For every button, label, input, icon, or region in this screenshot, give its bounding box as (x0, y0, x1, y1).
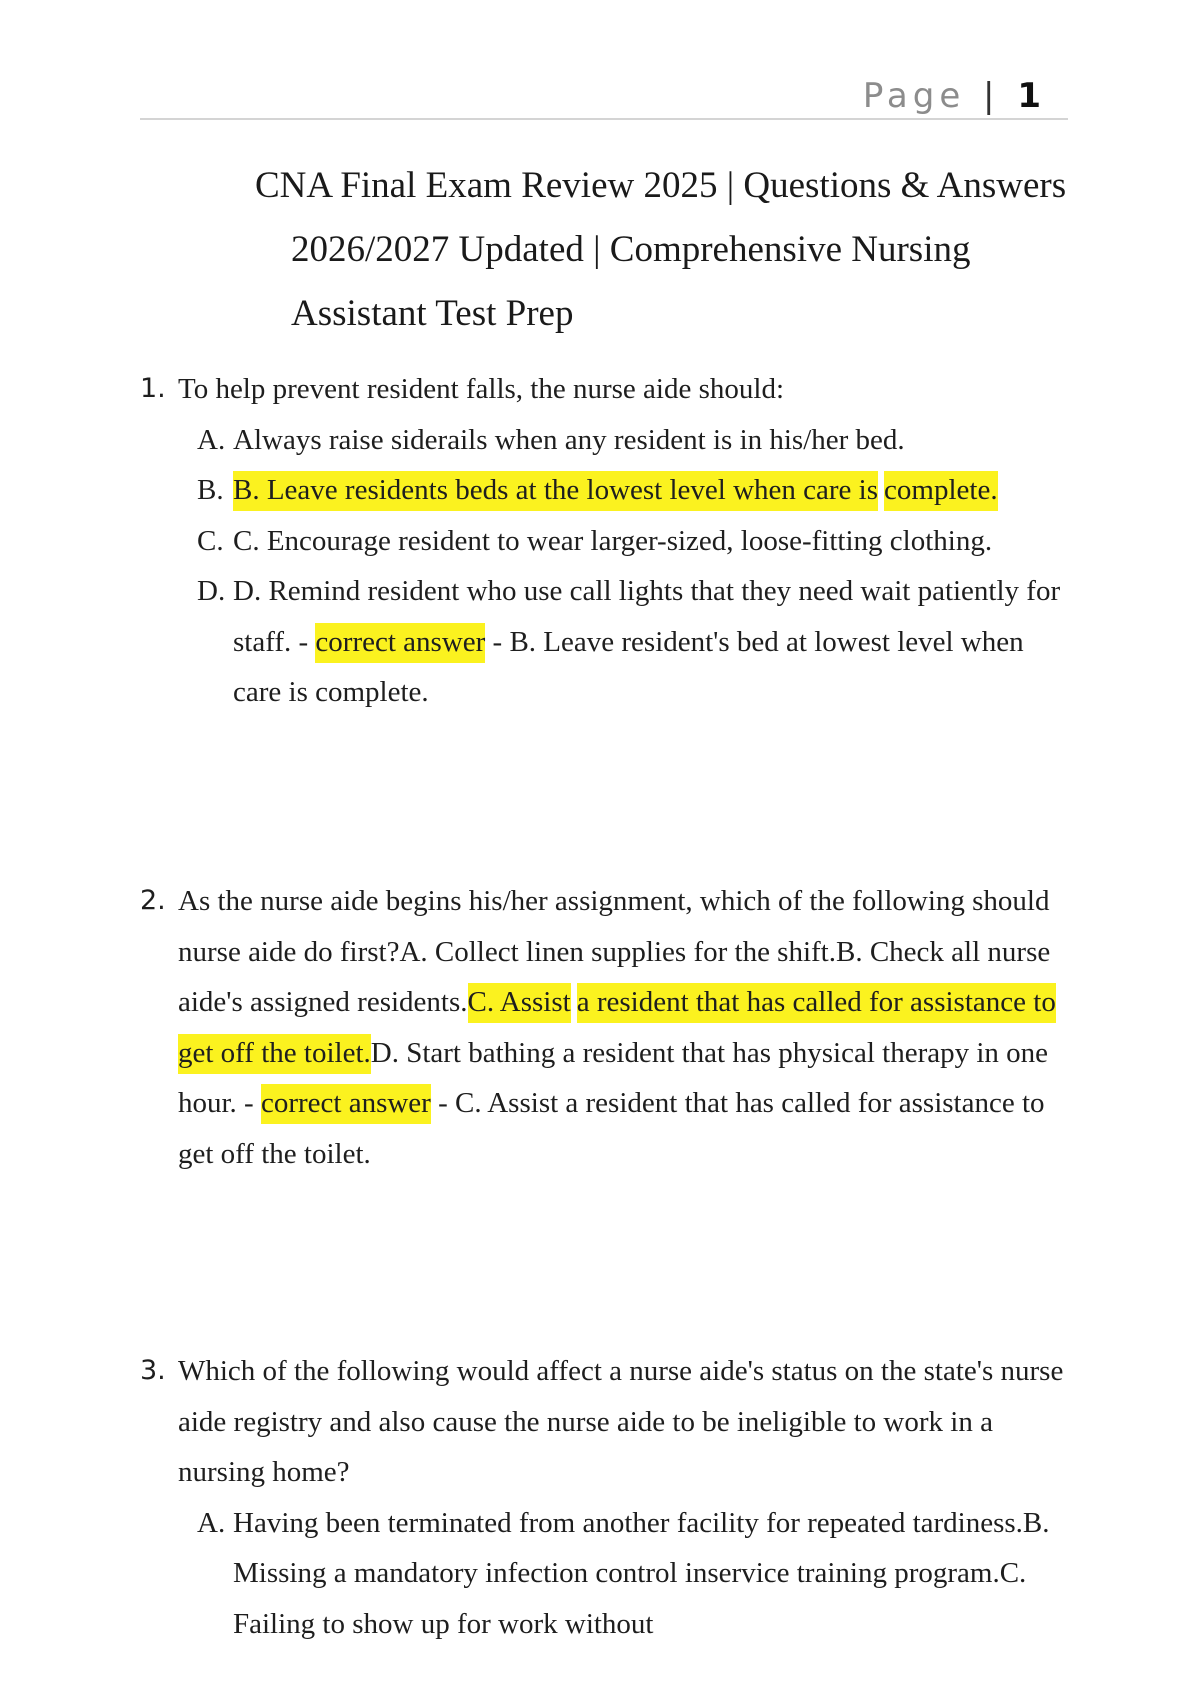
option-b (140, 465, 1070, 516)
question-3 (140, 1346, 1070, 1649)
option-letter: A. (197, 1506, 226, 1539)
highlighted-answer-cont: a resident that has called for assistance to get off the toilet. (178, 983, 1056, 1074)
question-stem: Which of the following would affect a nurse aide's status on the state's nurse aide registry and also cause the nurse aide to be ineligible to work in a nursing home? (178, 1355, 1064, 1488)
question-body (178, 876, 1070, 1179)
option-letter: D. (197, 575, 226, 607)
highlighted-answer: B. Leave residents beds at the lowest level when care is (233, 471, 878, 511)
option-text: Always raise siderails when any resident is in his/her bed. (233, 423, 905, 456)
title-line-1: CNA Final Exam Review 2025 | Questions & Answers (255, 165, 1067, 206)
option-text: D. Remind resident who use call lights that they need wait patiently for staff. - (233, 575, 1061, 658)
option-letter: C. (197, 524, 224, 557)
page-label: Page (862, 76, 966, 116)
correct-answer-marker: correct answer (261, 1084, 431, 1124)
question-text: As the nurse aide begins his/her assignment, which of the following should nurse aide do first?A. Collect linen supplies for the shift.B. Check all nurse aide's assigned residents. (178, 885, 1051, 1018)
options-list (140, 1498, 1070, 1650)
answer-explanation: - B. Leave resident's bed at lowest level when care is complete. (233, 625, 1024, 708)
page-number (863, 76, 1046, 116)
question-2 (140, 876, 1070, 1179)
option-c (140, 516, 1070, 567)
page-header (140, 72, 1068, 120)
highlighted-answer: C. Assist (468, 983, 571, 1023)
question-1 (140, 364, 1070, 718)
question-text-cont: D. Start bathing a resident that has physical therapy in one hour. - (178, 1036, 1049, 1119)
correct-answer-marker: correct answer (315, 623, 485, 663)
option-text: C. Encourage resident to wear larger-sized, loose-fitting clothing. (233, 524, 993, 557)
option-text: Having been terminated from another facility for repeated tardiness.B. Missing a mandatory infection control inservice training program.C. Failing to show up for work without (233, 1506, 1050, 1640)
page-number-value: 1 (1017, 76, 1046, 116)
title-line-3: Assistant Test Prep (291, 293, 574, 334)
title-line-2: 2026/2027 Updated | Comprehensive Nursing (291, 229, 971, 270)
question-stem: To help prevent resident falls, the nurse aide should: (178, 373, 784, 405)
option-letter: A. (197, 423, 226, 456)
question-number: 2. (140, 885, 166, 916)
option-a (140, 1498, 1070, 1650)
highlighted-answer-end: complete. (884, 471, 998, 511)
page-separator: | (983, 76, 1000, 116)
question-number: 3. (140, 1355, 166, 1386)
answer-explanation: - C. Assist a resident that has called for assistance to get off the toilet. (178, 1087, 1045, 1170)
option-a (140, 415, 1070, 466)
option-letter: B. (197, 474, 224, 506)
document-title (255, 154, 1095, 346)
option-d (140, 566, 1070, 718)
question-number: 1. (140, 373, 166, 404)
options-list (140, 415, 1070, 718)
